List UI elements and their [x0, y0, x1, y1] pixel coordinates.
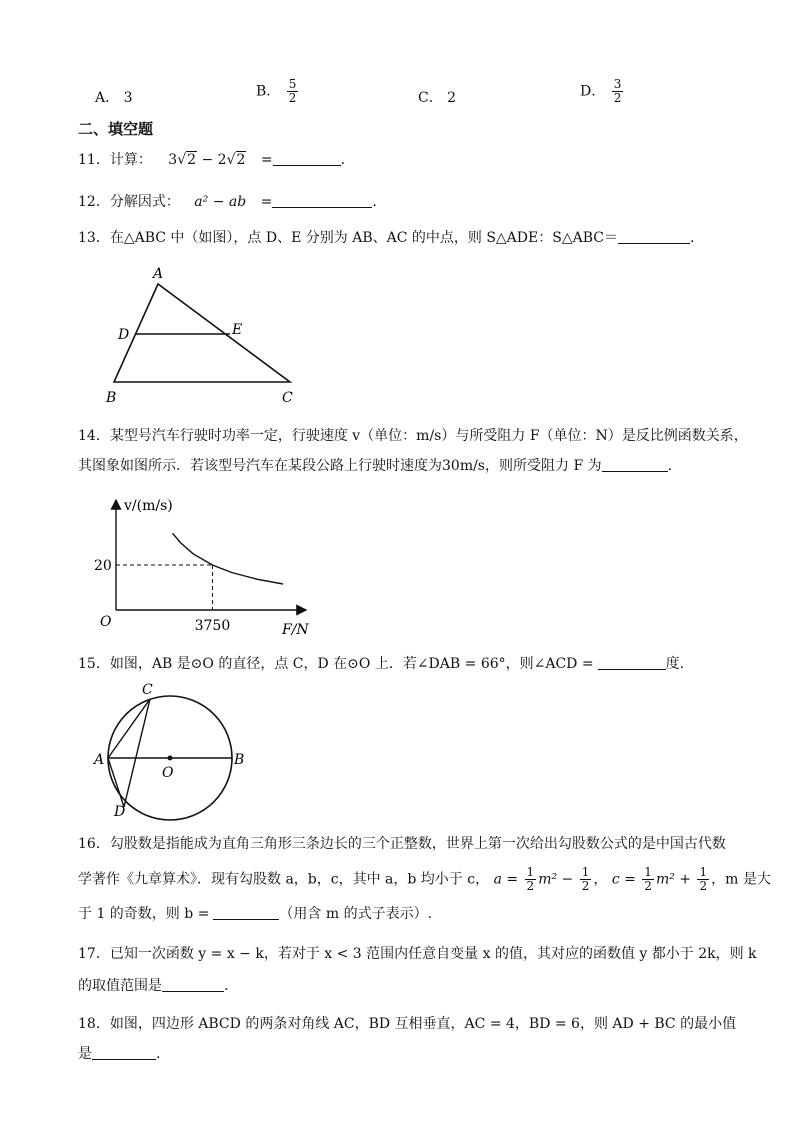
answer-blank-14[interactable]: [602, 457, 668, 472]
chord-cd: [124, 699, 150, 807]
question-14-line-2: 其图象如图所示．若该型号汽车在某段公路上行驶时速度为30m/s，则所受阻力 F 为 .: [78, 458, 673, 474]
label-a: A: [94, 752, 105, 768]
center-point: [168, 756, 173, 761]
choice-a: [95, 88, 133, 108]
question-15: 15．如图，AB 是⊙O 的直径，点 C，D 在⊙O 上．若∠DAB = 66°，则∠ACD = 度.: [78, 656, 685, 672]
choice-c-value: 2: [447, 90, 457, 106]
label-a: A: [153, 266, 164, 282]
answer-blank-11[interactable]: [273, 151, 341, 166]
choice-d: [580, 78, 625, 105]
y-axis-label: v/(m/s): [124, 498, 173, 514]
label-d: D: [118, 327, 130, 343]
y-tick-label: 20: [94, 558, 112, 574]
answer-blank-17[interactable]: [162, 977, 224, 992]
question-18-line-1: 18．如图，四边形 ABCD 的两条对角线 AC，BD 互相垂直，AC = 4，BD = 6，则 AD + BC 的最小值: [78, 1016, 737, 1032]
x-tick-label: 3750: [194, 618, 231, 634]
answer-blank-15[interactable]: [598, 655, 666, 670]
q11-expression: 3√2 − 2√2: [168, 152, 246, 168]
label-e: E: [232, 322, 243, 338]
circle-figure-15: [90, 680, 260, 820]
choice-b: [256, 78, 300, 105]
answer-blank-16[interactable]: [213, 905, 279, 920]
question-17-line-2: 的取值范围是 .: [78, 978, 229, 994]
triangle-abc: [114, 284, 290, 382]
origin-label: O: [100, 614, 112, 630]
label-c: C: [142, 682, 153, 698]
question-18-line-2: 是 .: [78, 1046, 161, 1062]
question-13: 13．在△ABC 中（如图），点 D、E 分别为 AB、AC 的中点，则 S△ADE：S△ABC＝ .: [78, 230, 695, 246]
q12-expression: a² − ab: [194, 194, 247, 210]
choice-c: [418, 88, 456, 108]
question-11: 11．计算： 3√2 − 2√2 = .: [78, 152, 346, 168]
question-17-line-1: 17．已知一次函数 y = x − k，若对于 x < 3 范围内任意自变量 x 的值，其对应的函数值 y 都小于 2k，则 k: [78, 946, 757, 962]
answer-blank-12[interactable]: [272, 193, 372, 208]
label-o: O: [162, 765, 174, 781]
label-d: D: [114, 804, 126, 820]
inverse-function-chart: [96, 488, 326, 638]
choice-d-fraction: $\frac{3}{2}$: [613, 77, 622, 105]
label-b: B: [106, 390, 117, 406]
choice-b-fraction: $\frac{5}{2}$: [288, 77, 297, 105]
chord-ac: [108, 699, 150, 758]
series-curve: [173, 533, 284, 584]
question-16-line-1: 16．勾股数是指能成为直角三角形三条边长的三个正整数，世界上第一次给出勾股数公式的是中国古代数: [78, 836, 726, 852]
choice-c-label: C．: [418, 90, 443, 106]
triangle-figure-13: [100, 262, 310, 407]
answer-blank-13[interactable]: [618, 229, 690, 244]
question-16-line-3: 于 1 的奇数，则 b = （用含 m 的式子表示）.: [78, 906, 433, 922]
question-12: 12．分解因式： a² − ab = .: [78, 194, 377, 210]
choice-d-label: D．: [580, 83, 606, 100]
choice-a-label: A．: [95, 90, 120, 106]
answer-blank-18[interactable]: [92, 1045, 156, 1060]
section-title: 二、填空题: [78, 120, 154, 138]
choice-a-value: 3: [123, 90, 133, 106]
chord-ad: [108, 758, 124, 807]
x-axis-label: F/N: [282, 622, 309, 638]
label-c: C: [282, 390, 293, 406]
label-b: B: [234, 752, 245, 768]
choice-b-label: B．: [256, 83, 281, 100]
question-16-line-2: 学著作《九章算术》．现有勾股数 a，b，c，其中 a，b 均小于 c， a = $\frac{1}{2}$ m² − $\frac{1}{2}$ ， c = $\frac{1}{2}$ m² + $\frac{1}{2}$ ，m 是大: [78, 865, 771, 893]
question-14-line-1: 14．某型号汽车行驶时功率一定，行驶速度 v（单位：m/s）与所受阻力 F（单位：N）是反比例函数关系，: [78, 428, 748, 444]
